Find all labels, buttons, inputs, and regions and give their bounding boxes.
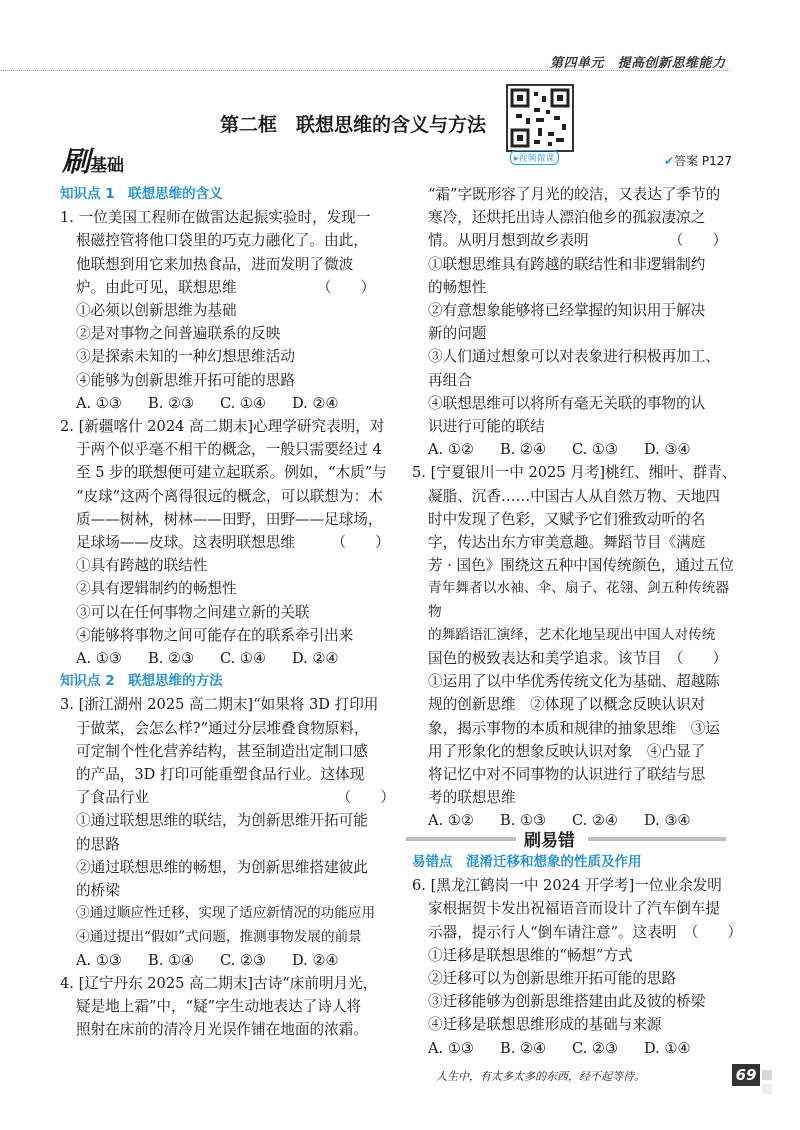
q4-options [412,438,742,461]
q5-line: 青年舞者以水袖、伞、扇子、花翎、剑五种传统器物 [428,580,730,620]
q4-item: 的畅想性 [428,278,487,296]
q4-line: 疑是地上霜”中，“疑”字生动地表达了诗人将 [76,998,362,1016]
q2-option-d[interactable]: D. ②④ [292,650,339,668]
qr-code-icon[interactable] [506,84,574,152]
q2-option-b[interactable]: B. ②③ [148,650,195,668]
q3-line: 可定制个性化营养结构，甚至制造出定制口感 [76,742,368,760]
q4-item: ②有意想象能够将已经掌握的知识用于解决 [428,302,706,320]
corner-decoration [762,1084,772,1094]
q1-option-a[interactable]: A. ①③ [76,394,122,412]
q4-item: 新的问题 [428,325,487,343]
q1-line: 他联想到用它来加热食品，进而发明了微波 [76,255,354,273]
q3-item: ③通过顺应性迁移，实现了适应新情况的功能应用 [76,905,376,922]
q5-option-d[interactable]: D. ③④ [644,812,691,830]
q4-item: ④联想思维可以将所有毫无关联的事物的认 [428,394,706,412]
question-1 [60,206,395,415]
q5-item: 规的创新思维 ②体现了以概念反映认识对 [428,696,706,714]
q1-line: 炉。由此可见，联想思维 （ ） [76,278,376,296]
section-2-rule-right [588,837,726,841]
q5-line: 凝脂、沉香……中国古人从自然万物、天地四 [428,487,720,505]
q2-options [60,647,395,670]
q4-option-a[interactable]: A. ①② [428,441,474,459]
q6-line: 6. [黑龙江鹤岗一中 2024 开学考]一位业余发明 [412,877,722,895]
q2-line: 足球场——皮球。这表明联想思维 （ ） [76,534,390,552]
q1-line: 1. 一位美国工程师在做雷达起振实验时，发现一 [60,209,371,227]
q3-option-d[interactable]: D. ②④ [292,951,339,969]
page-number: 69 [732,1064,760,1086]
q3-line: 于做菜，会怎么样?”通过分层堆叠食物原料， [76,719,369,737]
q3-options [60,949,395,972]
q2-option-c[interactable]: C. ①④ [220,650,267,668]
question-4-cont [412,183,742,461]
q6-line: 家根据贺卡发出祝福语音而设计了汽车倒车提 [428,900,720,918]
q1-option-b[interactable]: B. ②③ [148,394,195,412]
q6-option-b[interactable]: B. ②④ [500,1039,547,1057]
q5-option-a[interactable]: A. ①② [428,812,474,830]
knowledge-point-1: 知识点 1 联想思维的含义 [60,186,223,202]
q1-option-c[interactable]: C. ①④ [220,394,267,412]
q2-item: ②具有逻辑制约的畅想性 [76,580,237,598]
q1-line: 根磁控管将他口袋里的巧克力融化了。由此， [76,232,368,250]
answer-text: 答案 P127 [674,154,733,168]
q5-line: 字，传达出东方审美意趣。舞蹈节目《满庭 [428,534,706,552]
q5-line: 芳 · 国色》围绕这五种中国传统颜色，通过五位 [428,557,734,575]
q6-item: ①迁移是联想思维的“畅想”方式 [428,946,633,964]
q2-line: 至 5 步的联想便可建立起联系。例如，“木质”与 [76,464,387,482]
footer-motto: 人生中，有太多太多的东西，经不起等待。 [436,1070,645,1083]
section-2-header [406,828,726,850]
q3-option-a[interactable]: A. ①③ [76,951,122,969]
q3-line: 了食品行业 （ ） [76,789,395,807]
q3-option-b[interactable]: B. ①④ [148,951,195,969]
q3-item: 的桥梁 [76,882,120,900]
q4-option-b[interactable]: B. ②④ [500,441,547,459]
q2-line: 2. [新疆喀什 2024 高二期末]心理学研究表明，对 [60,418,385,436]
q5-item: 用了形象化的想象反映认识对象 ④凸显了 [428,742,706,760]
q4-line: 寒冷，还烘托出诗人漂泊他乡的孤寂凄凉之 [428,209,706,227]
q6-line: 示器，提示行人“倒车请注意”。这表明 （ ） [428,923,743,941]
q6-option-d[interactable]: D. ①④ [644,1039,691,1057]
q6-option-c[interactable]: C. ②③ [572,1039,619,1057]
q3-item: ②通过联想思维的畅想，为创新思维搭建彼此 [76,858,368,876]
q6-option-a[interactable]: A. ①③ [428,1039,474,1057]
q4-line: “霜”字既形容了月光的皎洁，又表达了季节的 [428,186,721,203]
section-2-title: 刷易错 [524,831,575,851]
question-2 [60,415,395,670]
question-4-start [60,972,395,1042]
q3-item: ①通过联想思维的联结，为创新思维开拓可能 [76,812,368,830]
q3-line: 3. [浙江湖州 2025 高二期末]“如果将 3D 打印用 [60,696,379,714]
section-logo [62,140,125,178]
answer-ref [664,152,732,169]
q4-item: ③人们通过想象可以对表象进行积极再加工、 [428,348,720,366]
q2-option-a[interactable]: A. ①③ [76,650,122,668]
q5-line: 时中发现了色彩，又赋予它们雅致动听的名 [428,510,706,528]
check-icon: ✔ [664,154,675,168]
question-5 [412,461,742,832]
q3-option-c[interactable]: C. ②③ [220,951,267,969]
q5-option-c[interactable]: C. ②④ [572,812,619,830]
q3-line: 的产品，3D 打印可能重塑食品行业。这体现 [76,766,365,784]
lesson-title: 第二框 联想思维的含义与方法 [220,114,487,136]
q1-item: ②是对事物之间普遍联系的反映 [76,325,281,343]
q1-item: ①必须以创新思维为基础 [76,302,237,320]
q6-item: ②迁移可以为创新思维开拓可能的思路 [428,970,677,988]
q3-item: ④通过提出“假如”式问题，推测事物发展的前景 [76,928,362,945]
q4-line: 4. [辽宁丹东 2025 高二期末]古诗“床前明月光， [60,974,378,992]
unit-title: 第四单元 提高创新思维能力 [550,56,726,71]
q5-item: 将记忆中对不同事物的认识进行了联结与思 [428,766,706,784]
corner-decoration [762,1070,772,1080]
section-logo-sub: 基础 [90,156,125,176]
section-logo-main: 刷 [62,145,91,178]
question-6 [412,874,742,1060]
q5-item: ①运用了以中华优秀传统文化为基础、超越陈 [428,673,720,691]
q4-option-c[interactable]: C. ①③ [572,441,619,459]
question-3 [60,693,395,971]
q5-item: 考的联想思维 [428,789,516,807]
q2-item: ①具有跨越的联结性 [76,557,208,575]
left-column [60,183,395,1042]
q3-item: 的思路 [76,835,120,853]
q5-item: 象，揭示事物的本质和规律的抽象思维 ③运 [428,719,720,737]
error-point: 易错点 混淆迁移和想象的性质及作用 [412,854,642,870]
q6-item: ④迁移是联想思维形成的基础与来源 [428,1016,662,1034]
video-lesson-badge[interactable]: ▸视频微课 [510,150,559,165]
q2-line: 质——树林，树林——田野，田野——足球场， [76,510,383,528]
q4-item: ①联想思维具有跨越的联结性和非逻辑制约 [428,255,706,273]
q6-options [412,1037,742,1060]
section-2-rule-left [406,837,516,841]
q1-item: ③是探索未知的一种幻想思维活动 [76,348,295,366]
q6-item: ③迁移能够为创新思维搭建由此及彼的桥梁 [428,993,706,1011]
q5-line: 的舞蹈语汇演绎，艺术化地呈现出中国人对传统 [428,626,716,643]
right-column-bottom [412,851,742,1060]
q5-option-b[interactable]: B. ①③ [500,812,547,830]
q5-line: 5. [宁夏银川一中 2025 月考]桃红、缃叶、群青、 [412,464,737,482]
q4-option-d[interactable]: D. ③④ [644,441,691,459]
q2-item: ③可以在任何事物之间建立新的关联 [76,603,310,621]
q2-line: “皮球”这两个离得很远的概念，可以联想为：木 [76,487,383,505]
knowledge-point-2: 知识点 2 联想思维的方法 [60,673,223,690]
q2-item: ④能够将事物之间可能存在的联系牵引出来 [76,626,354,644]
q1-option-d[interactable]: D. ②④ [292,394,339,412]
q4-line: 照射在床前的清冷月光误作铺在地面的浓霜。 [76,1021,368,1039]
q1-item: ④能够为创新思维开拓可能的思路 [76,371,295,389]
q2-line: 于两个似乎毫不相干的概念，一般只需要经过 4 [76,441,382,459]
q5-line: 国色的极致表达和美学追求。该节目 （ ） [428,650,728,668]
q1-options [60,392,395,415]
q4-line: 情。从明月想到故乡表明 （ ） [428,232,728,250]
right-column [412,183,742,833]
q4-item: 识进行可能的联结 [428,418,545,436]
q4-item: 再组合 [428,371,472,389]
